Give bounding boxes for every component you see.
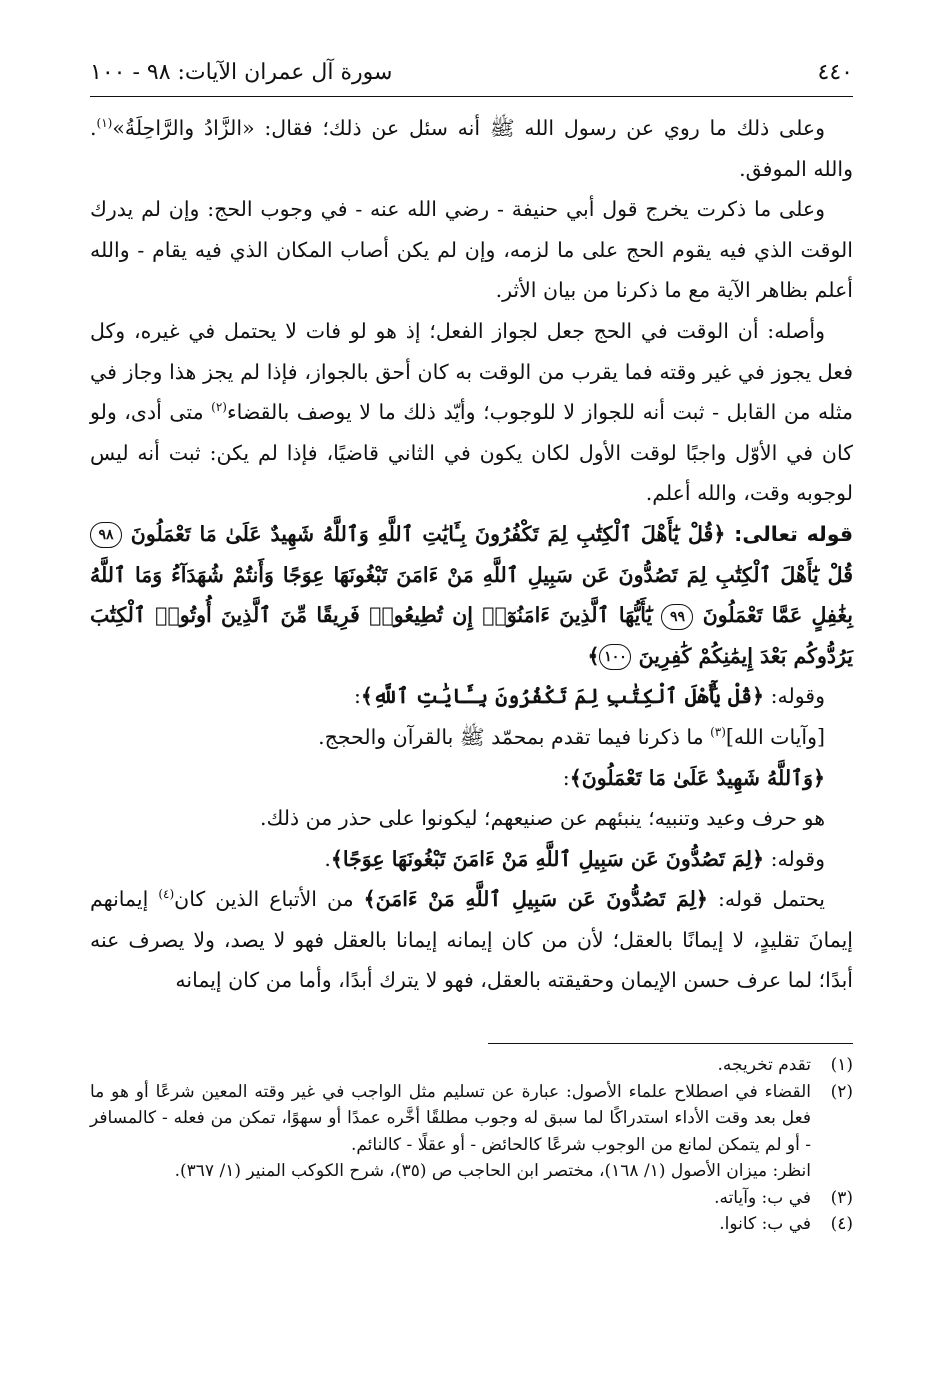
punctuation: .: [324, 846, 331, 871]
explanation-line-2: هو حرف وعيد وتنبيه؛ ينبئهم عن صنيعهم؛ ليكونوا على حذر من ذلك.: [259, 806, 825, 831]
footnote-2-reference: [90, 1158, 853, 1185]
running-title: سورة آل عمران الآيات: ٩٨ - ١٠٠: [90, 60, 393, 85]
verse-lead: قوله تعالى:: [734, 521, 853, 546]
main-text: [90, 108, 853, 1001]
quote-line-3: [90, 839, 853, 880]
paragraph-text: من الأتباع الذين كان: [174, 887, 364, 912]
quote-line-1: [90, 676, 853, 717]
paragraph-text: متى أدى، ولو كان في الأوّل واجبًا لوقت الأول لكان يكون في الثاني قاضيًا، فإذا لم يكن: ثبت أنه ليس لوجوبه وقت، والله أعلم.: [90, 400, 853, 506]
paragraph-text: . والله الموفق.: [90, 116, 853, 181]
footnote-3: [90, 1185, 853, 1212]
footnote-1: [90, 1052, 853, 1079]
footnote-text: تقدم تخريجه.: [717, 1055, 811, 1075]
footnote-mark: (٤): [830, 1214, 853, 1234]
footnote-text: انظر: ميزان الأصول (١/ ١٦٨)، مختصر ابن الحاجب ص (٣٥)، شرح الكوكب المنير (١/ ٣٦٧).: [174, 1161, 811, 1181]
verse-close: ﴾: [587, 643, 600, 668]
quran-verse: ﴿قُلْ يَٰٓأَهْلَ ٱلْكِتَٰبِ لِمَ تَكْفُرُونَ بِـَٔايَٰتِ ٱللَّهِ وَٱللَّهُ شَهِيدٌ عَلَىٰ مَا تَعْمَلُونَ: [122, 521, 735, 546]
punctuation: :: [562, 765, 570, 790]
paragraph-text: ما ذكرنا فيما تقدم بمحمّد ﷺ بالقرآن والحجج.: [318, 724, 711, 749]
page-header: [90, 56, 853, 97]
footnote-text: القضاء في اصطلاح علماء الأصول: عبارة عن تسليم مثل الواجب في غير وقته المعين شرعًا أو هو ما فعل بعد وقت الأداء استدراكًا لما سبق له وجوب مطلقًا أخَّره عمدًا أو سهوًا، تمكن من فعله - كالمسافر - أو لم يتمكن لمانع من الوجوب شرعًا كالحائض - أو عقلًا - كالنائم.: [90, 1081, 811, 1155]
ayah-number-marker: ١٠٠: [599, 644, 631, 670]
quran-quote: ﴿لِمَ تَصُدُّونَ عَن سَبِيلِ ٱللَّهِ مَنْ ءَامَنَ تَبْغُونَهَا عِوَجًا﴾: [330, 846, 765, 871]
quran-quote: ﴿لِمَ تَصُدُّونَ عَن سَبِيلِ ٱللَّهِ مَنْ ءَامَنَ﴾: [363, 887, 708, 912]
paragraph-1: [90, 108, 853, 189]
footnotes: [90, 1052, 853, 1238]
footnote-mark: (٣): [830, 1187, 853, 1208]
footnote-2: [90, 1079, 853, 1159]
quote-label: وقوله:: [764, 846, 825, 871]
footnote-text: في ب: وآياته.: [714, 1187, 811, 1208]
paragraph-text: وعلى ذلك ما روي عن رسول الله ﷺ أنه سئل عن ذلك؛ فقال: «الزَّادُ والرَّاحِلَةُ»: [112, 116, 825, 140]
footnote-ref: (٤): [158, 887, 175, 902]
footnote-ref: (٢): [211, 400, 227, 415]
bracket-text: [وآيات الله]: [725, 724, 825, 749]
quran-quote: ﴿قُلْ يَٰٓأَهْلَ ٱلْكِتَٰبِ لِمَ تَكْفُرُونَ بِـَٔايَٰتِ ٱللَّهِ﴾: [360, 684, 765, 709]
ayah-number-marker: ٩٨: [90, 522, 122, 548]
footnote-ref: (١): [96, 116, 113, 131]
footnote-divider: [488, 1043, 853, 1044]
footnote-mark: (١): [830, 1055, 853, 1075]
paragraph-text: وأصله: أن الوقت في الحج جعل لجواز الفعل؛ إذ هو لو فات لا يحتمل في غيره، وكل فعل يجوز في غير وقته فما يقرب من الوقت به كان أحق بالجواز، فإذا لم يجز هذا وجاز في مثله من القابل - ثبت أنه للجواز لا للوجوب؛ وأيّد ذلك ما لا يوصف بالقضاء: [90, 318, 853, 425]
footnote-mark: (٢): [830, 1081, 853, 1102]
quote-line-2: [90, 758, 853, 799]
quran-verse: يَٰٓأَيُّهَا ٱلَّذِينَ ءَامَنُوٓا۟ إِن تُطِيعُوا۟ فَرِيقًا مِّنَ ٱلَّذِينَ أُوتُوا۟ ٱلْكِتَٰبَ يَرُدُّوكُم بَعْدَ إِيمَٰنِكُمْ كَٰفِرِينَ: [90, 603, 853, 668]
punctuation: :: [353, 684, 361, 709]
paragraph-2: وعلى ما ذكرت يخرج قول أبي حنيفة - رضي الله عنه - في وجوب الحج: وإن لم يدرك الوقت الذي فيه يقوم الحج على ما لزمه، وإن لم يكن أصاب المكان الذي فيه يقام - والله أعلم بظاهر الآية مع ما ذكرنا من بيان الأثر.: [90, 197, 853, 303]
paragraph-3: [90, 311, 853, 514]
ayah-number-marker: ٩٩: [661, 604, 693, 630]
quote-label: وقوله:: [764, 684, 825, 709]
paragraph-text: يحتمل قوله:: [707, 887, 825, 912]
paragraph-4: [90, 879, 853, 1001]
page-number: ٤٤٠: [817, 60, 853, 85]
verse-block: [90, 514, 853, 676]
explanation-line-1: [90, 717, 853, 758]
footnote-4: [90, 1211, 853, 1238]
quran-quote: ﴿وَٱللَّهُ شَهِيدٌ عَلَىٰ مَا تَعْمَلُونَ﴾: [569, 765, 825, 790]
footnote-ref: (٣): [710, 725, 726, 740]
quran-verse: قُلْ يَٰٓأَهْلَ ٱلْكِتَٰبِ لِمَ تَصُدُّونَ عَن سَبِيلِ ٱللَّهِ مَنْ ءَامَنَ تَبْغُونَهَا عِوَجًا وَأَنتُمْ شُهَدَآءُ وَمَا ٱللَّهُ بِغَٰفِلٍ عَمَّا تَعْمَلُونَ: [90, 562, 854, 628]
footnote-text: في ب: كانوا.: [719, 1214, 811, 1234]
paragraph-text: إيمانهم إيمانَ تقليدٍ، لا إيمانًا بالعقل؛ لأن من كان إيمانه إيمانا بالعقل فهو لا يصد، ولا يصرف عنه أبدًا؛ لما عرف حسن الإيمان وحقيقته بالعقل، فهو لا يترك أبدًا، وأما من كان إيمانه: [90, 887, 853, 993]
